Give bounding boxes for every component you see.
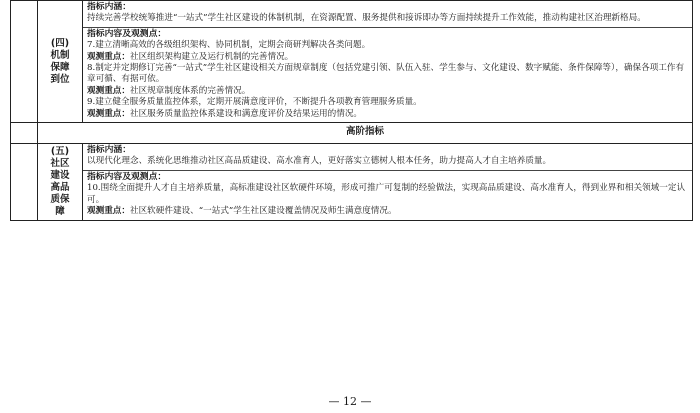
observation-text: 社区软硬件建设、“一站式”学生社区建设覆盖情况及师生满意度情况。 bbox=[129, 206, 397, 217]
observation-text: 社区规章制度体系的完善情况。 bbox=[129, 85, 251, 96]
section-4-content bbox=[83, 1, 693, 123]
section-5-label: (五) 社区 建设 高品 质保 障 bbox=[38, 144, 83, 220]
connotation-text: 持续完善学校统筹推进“一站式”学生社区建设的体制机制，在资源配置、服务提供和接诉即办等方面持续提升工作效能，推动构建社区治理新格局。 bbox=[87, 13, 646, 24]
item-8-text: 8.制定并定期修订完善“一站式”学生社区建设相关方面规章制度（包括党建引领、队伍入驻、学生参与、文化建设、数字赋能、条件保障等），确保各项工作有章可循、有据可依。 bbox=[87, 63, 685, 85]
connotation-text: 以现代化理念、系统化思维推动社区高品质建设、高水准育人，更好落实立德树人根本任务，助力提高人才自主培养质量。 bbox=[87, 156, 552, 167]
section-5-row bbox=[11, 144, 693, 220]
item-7-observation bbox=[87, 52, 688, 63]
observation-label: 观测重点： bbox=[87, 51, 130, 62]
band-row bbox=[11, 123, 693, 144]
section-5-items bbox=[83, 171, 692, 220]
section-5-connotation bbox=[83, 144, 692, 171]
observation-label: 观测重点： bbox=[87, 206, 130, 217]
item-10-text: 10.围绕全面提升人才自主培养质量，高标准建设社区软硬件环境，形成可推广可复制的经验做法，实现高品质建设、高水准育人，得到业界和相关领域一定认可。 bbox=[87, 183, 686, 205]
observation-text: 社区组织架构建立及运行机制的完善情况。 bbox=[129, 51, 294, 62]
blank-column-cell bbox=[11, 123, 38, 144]
item-9-text: 9.建立健全服务质量监控体系，定期开展满意度评价，不断提升各项教育管理服务质量。 bbox=[87, 97, 422, 108]
item-9-observation bbox=[87, 109, 688, 120]
blank-column-cell bbox=[11, 1, 38, 123]
content-heading: 指标内容及观测点： bbox=[87, 28, 167, 39]
indicator-table bbox=[10, 0, 693, 221]
blank-column-cell bbox=[11, 144, 38, 220]
section-4-items bbox=[83, 28, 692, 122]
observation-text: 社区服务质量监控体系建设和满意度评价及结果运用的情况。 bbox=[129, 108, 363, 119]
section-4-row bbox=[11, 1, 693, 123]
connotation-heading: 指标内涵： bbox=[87, 145, 131, 156]
section-4-connotation bbox=[83, 1, 692, 28]
item-10-observation bbox=[87, 206, 688, 217]
band-title: 高阶指标 bbox=[38, 123, 693, 144]
connotation-heading: 指标内涵： bbox=[87, 2, 131, 12]
content-heading: 指标内容及观测点： bbox=[87, 171, 167, 182]
observation-label: 观测重点： bbox=[87, 108, 130, 119]
item-7-text: 7.建立清晰高效的各级组织架构、协同机制，定期会商研判解决各类问题。 bbox=[87, 40, 371, 51]
item-8-observation bbox=[87, 86, 688, 97]
observation-label: 观测重点： bbox=[87, 85, 130, 96]
page-number: — 12 — bbox=[328, 395, 372, 408]
section-5-content bbox=[83, 144, 693, 220]
section-4-label: (四) 机制 保障 到位 bbox=[38, 1, 83, 123]
